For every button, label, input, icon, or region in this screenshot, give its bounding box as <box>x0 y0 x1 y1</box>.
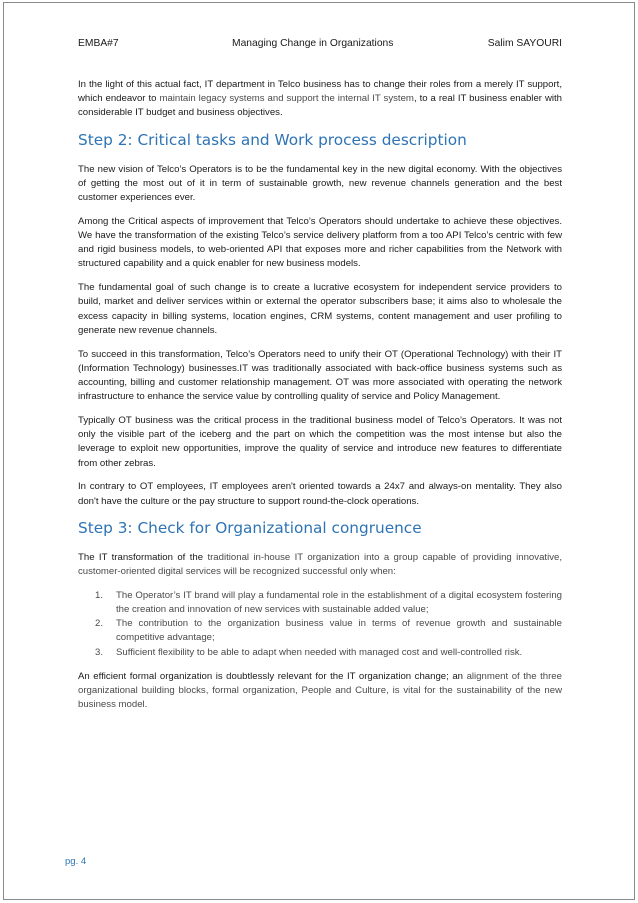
list-item-text: The Operator’s IT brand will play a fundamental role in the establishment of a digital ecosystem fostering the creation and innovation of new services with sustainable added value; <box>116 589 562 616</box>
step2-paragraph-4: To succeed in this transformation, Telco’s Operators need to unify their OT (Operational Technology) with their IT (Information Technology) businesses.IT was traditionally associated with back-office business systems such as accounting, billing and customer relationship management. OT was more associated with operating the network infrastructure to enhance the service value by controlling quality of service and Policy Management. <box>78 348 562 403</box>
list-item-number: 1. <box>95 589 104 601</box>
step2-paragraph-3: The fundamental goal of such change is to create a lucrative ecosystem for independent service providers to build, market and deliver services within or external the operator subscribers base; it aims also to wholesale the excess capacity in billing systems, location engines, CRM systems, content management and user profiling to generate new revenue channels. <box>78 282 562 336</box>
step2-paragraph-2: Among the Critical aspects of improvement that Telco’s Operators should undertake to achieve these objectives. We have the transformation of the existing Telco’s service delivery platform from a too API Telco’s centric with few and rigid business models, to web-oriented API that exposes more and richer capabilities from the Network with structured capability and a quick enabler for new business models. <box>78 215 562 270</box>
list-item <box>78 646 562 660</box>
list-item-number: 2. <box>95 618 104 630</box>
step3-p1-text-b: traditional in-house IT organization into a group capable of providing innovative, customer-oriented digital services will be recognized successful only when: <box>78 551 562 578</box>
header-title: Managing Change in Organizations <box>232 38 394 49</box>
list-item-number: 3. <box>95 646 104 658</box>
intro-paragraph <box>78 78 562 121</box>
intro-text-3: , to a real IT business enabler with considerable IT budget and business objectives. <box>78 93 563 119</box>
list-item <box>78 589 562 617</box>
intro-text-1: In the light of this actual fact, IT department in Telco business has to change their roles from a merely IT support, which endeavor to <box>78 79 562 105</box>
step3-p2-text-a: An efficient formal organization is doubtlessly relevant for the IT organization change; an <box>78 670 467 682</box>
step2-heading: Step 2: Critical tasks and Work process description <box>78 130 467 149</box>
header-course-code: EMBA#7 <box>78 38 119 49</box>
page-header <box>78 38 562 52</box>
list-item <box>78 617 562 645</box>
page-number: pg. 4 <box>65 856 87 867</box>
step2-paragraph-6: In contrary to OT employees, IT employees aren't oriented towards a 24x7 and always-on mentality. They also don't have the culture or the pay structure to support round-the-clock operations. <box>78 481 562 507</box>
list-item-text: Sufficient flexibility to be able to adapt when needed with managed cost and well-controlled risk. <box>116 646 523 658</box>
list-item-text: The contribution to the organization business value in terms of revenue growth and sustainable competitive advantage; <box>116 618 562 644</box>
step3-p2-text-b: alignment of the three organizational building blocks, formal organization, People and Culture, is vital for the sustainability of the new business model. <box>78 670 562 711</box>
step3-paragraph-2 <box>78 670 562 713</box>
step3-heading: Step 3: Check for Organizational congruence <box>78 518 422 537</box>
step2-paragraph-5: Typically OT business was the critical process in the traditional business model of Telco’s Operators. It was not only the visible part of the iceberg and the part on which the competition was the most intense but also the leverage to exploit new opportunities, improve the quality of service and introduce new features to differentiate from other zebras. <box>78 415 562 469</box>
success-criteria-list <box>78 589 562 660</box>
step3-paragraph-1 <box>78 551 562 579</box>
header-author: Salim SAYOURI <box>487 38 562 49</box>
step3-p1-text-a: The IT transformation of the <box>78 551 208 563</box>
document-body <box>78 78 562 722</box>
step2-paragraph-1: The new vision of Telco’s Operators is to be the fundamental key in the new digital economy. With the objectives of getting the most out of it in term of sustainable growth, new revenue channels generation and the best customer experiences ever. <box>78 163 562 204</box>
intro-text-2: maintain legacy systems and support the internal IT system <box>159 93 414 105</box>
